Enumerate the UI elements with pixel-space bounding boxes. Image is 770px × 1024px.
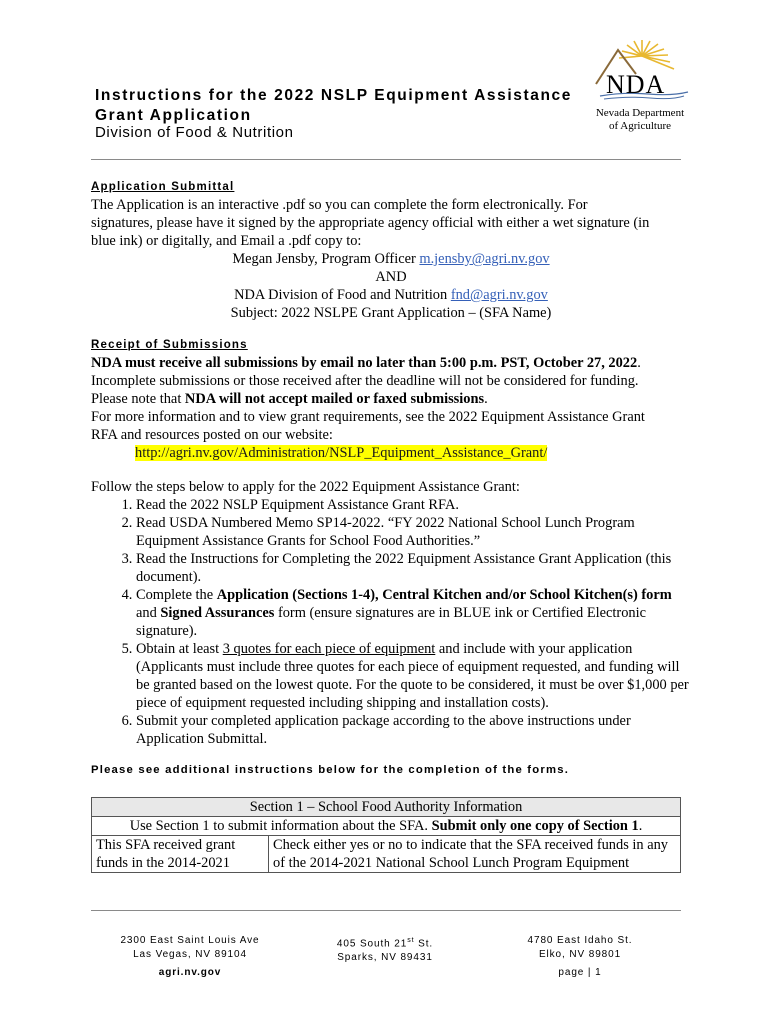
steps-intro: Follow the steps below to apply for the 2022 Equipment Assistance Grant: bbox=[91, 479, 520, 495]
footer-website[interactable]: agri.nv.gov bbox=[158, 967, 222, 978]
title-line-1: Instructions for the 2022 NSLP Equipment Assistance bbox=[95, 87, 572, 104]
receipt-line-3 bbox=[91, 390, 691, 408]
submittal-heading: Application Submittal bbox=[91, 181, 235, 193]
step-6: 6. Submit your completed application package according to the above instructions under Application Submittal. bbox=[136, 712, 691, 748]
step-2: 2. Read USDA Numbered Memo SP14-2022. “FY 2022 National School Lunch Program Equipment Assistance Grants for School Food Authorities.” bbox=[136, 514, 691, 550]
section-1-instr-pre: Use Section 1 to submit information about the SFA. bbox=[129, 818, 432, 834]
receipt-line-4: For more information and to view grant requirements, see the 2022 Equipment Assistance Grant bbox=[91, 409, 645, 425]
section-1-left-cell: This SFA received grant funds in the 2014-2021 bbox=[92, 836, 269, 873]
receipt-line-5: RFA and resources posted on our website: bbox=[91, 427, 333, 443]
section-1-right-cell: Check either yes or no to indicate that the SFA received funds in any of the 2014-2021 National School Lunch Program Equipment bbox=[269, 836, 681, 873]
email-subject: Subject: 2022 NSLPE Grant Application – (SFA Name) bbox=[230, 305, 552, 321]
submittal-para-line-3: blue ink) or digitally, and Email a .pdf copy to: bbox=[91, 233, 362, 249]
step-5-underline: 3 quotes for each piece of equipment bbox=[222, 641, 436, 657]
contact-megan bbox=[91, 250, 691, 268]
footer-address-sparks bbox=[300, 934, 470, 965]
deadline-period: . bbox=[637, 355, 641, 371]
contact-nda-text: NDA Division of Food and Nutrition bbox=[234, 287, 451, 303]
receipt-line-2: Incomplete submissions or those received after the deadline will not be considered for funding. bbox=[91, 373, 639, 389]
section-1-data-row bbox=[92, 836, 681, 873]
step-4-end: form (ensure signatures are in BLUE ink or Certified Electronic signature). bbox=[136, 605, 646, 639]
megan-email-link[interactable]: m.jensby@agri.nv.gov bbox=[419, 251, 550, 267]
step-5-pre: Obtain at least bbox=[136, 641, 223, 657]
lv-address-line-1: 2300 East Saint Louis Ave bbox=[120, 935, 260, 946]
step-1: 1. Read the 2022 NSLP Equipment Assistance Grant RFA. bbox=[136, 496, 691, 514]
deadline-bold: NDA must receive all submissions by email no later than 5:00 p.m. PST, October 27, 2022 bbox=[91, 355, 638, 371]
contact-nda bbox=[91, 286, 691, 304]
receipt-heading: Receipt of Submissions bbox=[91, 339, 248, 351]
sparks-street-sup: st bbox=[407, 937, 415, 944]
grant-url-row bbox=[91, 444, 691, 462]
receipt-section bbox=[91, 336, 691, 462]
elko-address-line-2: Elko, NV 89801 bbox=[538, 949, 622, 960]
sparks-address-line-2: Sparks, NV 89431 bbox=[337, 952, 433, 964]
deadline-line bbox=[91, 354, 691, 372]
submittal-para-line-1: The Application is an interactive .pdf so you can complete the form electronically. For bbox=[91, 197, 588, 213]
step-4 bbox=[136, 586, 691, 640]
and-text: AND bbox=[375, 269, 407, 285]
sparks-street-post: St. bbox=[414, 938, 434, 950]
grant-url-link[interactable]: http://agri.nv.gov/Administration/NSLP_Equipment_Assistance_Grant/ bbox=[135, 445, 548, 461]
logo-abbr: NDA bbox=[606, 70, 666, 99]
elko-address-line-1: 4780 East Idaho St. bbox=[527, 935, 633, 946]
footer-divider bbox=[91, 910, 681, 911]
step-5-end: and include with your application (Applicants must include three quotes for each piece of equipment requested, and funding will be granted based on the lowest quote. For the quote to be considered, it must be over $1,000 per piece of equipment requested including shipping and installation costs). bbox=[136, 641, 689, 711]
no-mail-bold: NDA will not accept mailed or faxed submissions bbox=[184, 391, 485, 407]
document-subtitle: Division of Food & Nutrition bbox=[95, 124, 294, 141]
receipt-line-3-pre: Please note that bbox=[91, 391, 185, 407]
step-4-pre: Complete the bbox=[136, 587, 217, 603]
step-5 bbox=[136, 640, 691, 712]
footer-address-elko bbox=[490, 934, 670, 962]
step-4-mid: and bbox=[136, 605, 161, 621]
step-3: 3. Read the Instructions for Completing the 2022 Equipment Assistance Grant Application (this document). bbox=[136, 550, 691, 586]
section-1-instr-bold: Submit only one copy of Section 1 bbox=[431, 818, 639, 834]
section-1-header-row bbox=[92, 798, 681, 817]
application-submittal-section bbox=[91, 178, 691, 322]
header-divider bbox=[91, 159, 681, 160]
page-number: page | 1 bbox=[558, 967, 602, 978]
section-1-header: Section 1 – School Food Authority Information bbox=[92, 798, 681, 817]
step-4-bold-1: Application (Sections 1-4), Central Kitchen and/or School Kitchen(s) form bbox=[216, 587, 672, 603]
step-4-bold-2: Signed Assurances bbox=[160, 605, 275, 621]
title-line-2: Grant Application bbox=[95, 107, 252, 124]
steps-section bbox=[91, 478, 691, 748]
section-1-instr-end: . bbox=[638, 818, 643, 834]
sparks-street-pre: 405 South 21 bbox=[336, 938, 408, 950]
steps-list bbox=[91, 496, 691, 748]
logo-line-2: of Agriculture bbox=[608, 120, 671, 132]
sparks-address-line-1 bbox=[300, 934, 470, 951]
section-1-instruction bbox=[92, 817, 681, 836]
additional-instructions-notice: Please see additional instructions below for the completion of the forms. bbox=[91, 764, 570, 776]
fnd-email-link[interactable]: fnd@agri.nv.gov bbox=[450, 287, 548, 303]
submittal-para-line-2: signatures, please have it signed by the appropriate agency official with either a wet signature (in bbox=[91, 215, 650, 231]
logo-line-1: Nevada Department bbox=[595, 107, 685, 119]
contact-megan-text: Megan Jensby, Program Officer bbox=[232, 251, 420, 267]
document-title bbox=[95, 86, 572, 126]
footer-address-las-vegas bbox=[100, 934, 280, 962]
receipt-line-3-end: . bbox=[484, 391, 488, 407]
lv-address-line-2: Las Vegas, NV 89104 bbox=[133, 949, 247, 960]
section-1-table bbox=[91, 797, 681, 873]
nda-logo bbox=[584, 36, 694, 134]
section-1-instruction-row bbox=[92, 817, 681, 836]
